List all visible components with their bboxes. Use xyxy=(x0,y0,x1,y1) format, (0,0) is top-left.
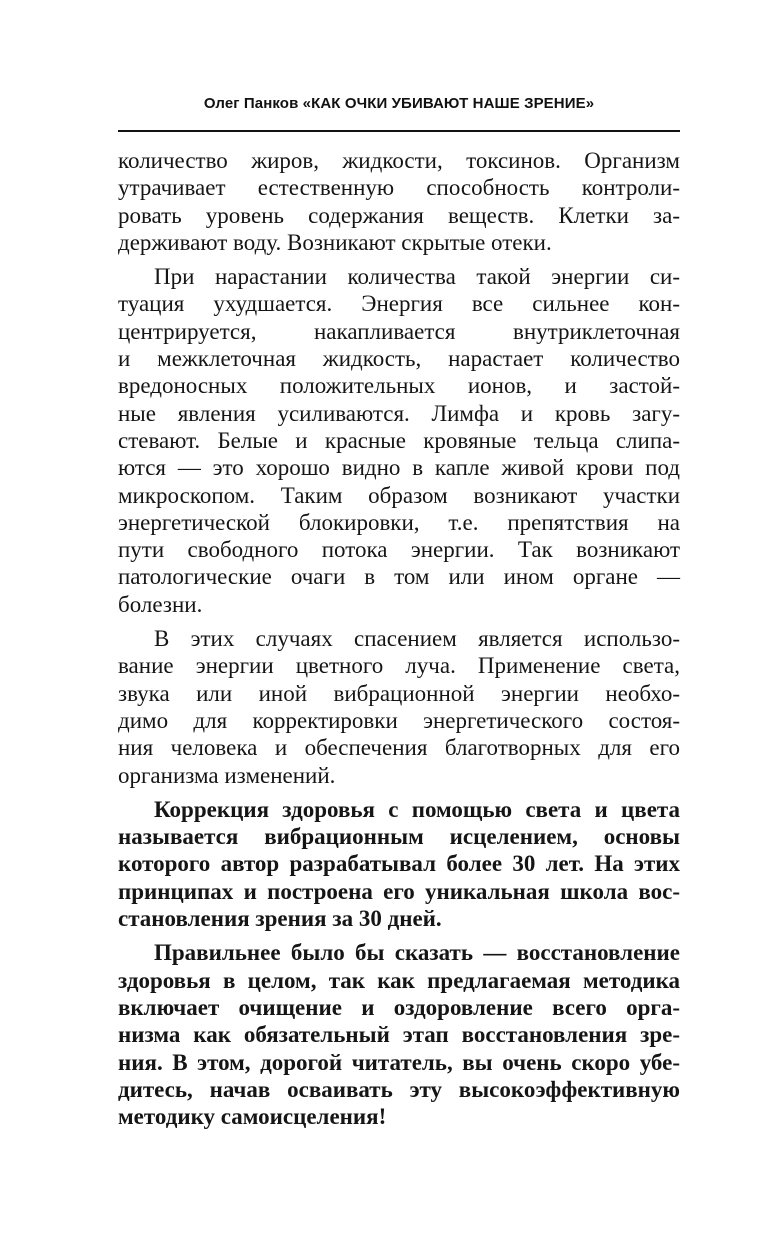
paragraph-1 xyxy=(118,147,680,256)
text-line: становления зрения за 30 дней. xyxy=(118,906,442,932)
text-line: низма как обязательный этап восстановления зре- xyxy=(118,1022,680,1048)
text-line: энергетической блокировки, т.е. препятствия на xyxy=(118,509,680,535)
paragraph-5-bold xyxy=(118,939,680,1130)
text-line: патологические очаги в том или ином органе — xyxy=(118,564,680,590)
text-line: ния человека и обеспечения благотворных для его xyxy=(118,735,680,761)
paragraph-4-bold xyxy=(118,796,680,932)
text-line: организма изменений. xyxy=(118,762,336,788)
text-line: называется вибрационным исцелением, основы xyxy=(118,824,680,850)
header-rule xyxy=(118,130,680,132)
running-head: Олег Панков «КАК ОЧКИ УБИВАЮТ НАШЕ ЗРЕНИЕ» xyxy=(203,95,595,112)
text-line: дитесь, начав осваивать эту высокоэффективную xyxy=(118,1076,680,1102)
text-line: которого автор разрабатывал более 30 лет. На этих xyxy=(118,851,680,877)
text-line: и межклеточная жидкость, нарастает количество xyxy=(118,346,680,372)
text-line: туация ухудшается. Энергия все сильнее кон- xyxy=(118,291,680,317)
text-line: микроскопом. Таким образом возникают участки xyxy=(118,482,680,508)
text-line: пути свободного потока энергии. Так возникают xyxy=(118,537,680,563)
text-line: ные явления усиливаются. Лимфа и кровь загу- xyxy=(118,400,680,426)
text-line: держивают воду. Возникают скрытые отеки. xyxy=(118,229,552,255)
text-line: ровать уровень содержания веществ. Клетки за- xyxy=(118,202,680,228)
text-line: здоровья в целом, так как предлагаемая методика xyxy=(118,967,680,993)
text-line: При нарастании количества такой энергии си- xyxy=(154,264,680,290)
text-line: звука или иной вибрационной энергии необхо- xyxy=(118,680,680,706)
text-line: вание энергии цветного луча. Применение света, xyxy=(118,653,680,679)
text-line: центрируется, накапливается внутриклеточная xyxy=(118,318,680,344)
text-line: методику самоисцеления! xyxy=(118,1104,387,1130)
text-line: включает очищение и оздоровление всего орга- xyxy=(118,994,680,1020)
text-line: принципах и построена его уникальная школа вос- xyxy=(118,878,680,904)
text-line: количество жиров, жидкости, токсинов. Организм xyxy=(118,148,680,173)
paragraph-3 xyxy=(118,625,680,789)
text-line: ются — это хорошо видно в капле живой крови под xyxy=(118,455,680,481)
text-line: ния. В этом, дорогой читатель, вы очень скоро убе- xyxy=(118,1049,680,1075)
text-line: утрачивает естественную способность контроли- xyxy=(118,175,680,201)
text-line: димо для корректировки энергетического состоя- xyxy=(118,707,680,733)
paragraph-2 xyxy=(118,263,680,618)
text-line: Коррекция здоровья с помощью света и цвета xyxy=(154,796,680,822)
text-line: болезни. xyxy=(118,591,203,617)
body-text xyxy=(118,147,680,1130)
text-line: вредоносных положительных ионов, и застой- xyxy=(118,373,680,399)
text-line: В этих случаях спасением является использо- xyxy=(154,626,680,652)
text-line: Правильнее было бы сказать — восстановление xyxy=(154,940,680,966)
text-line: стевают. Белые и красные кровяные тельца слипа- xyxy=(118,427,680,453)
